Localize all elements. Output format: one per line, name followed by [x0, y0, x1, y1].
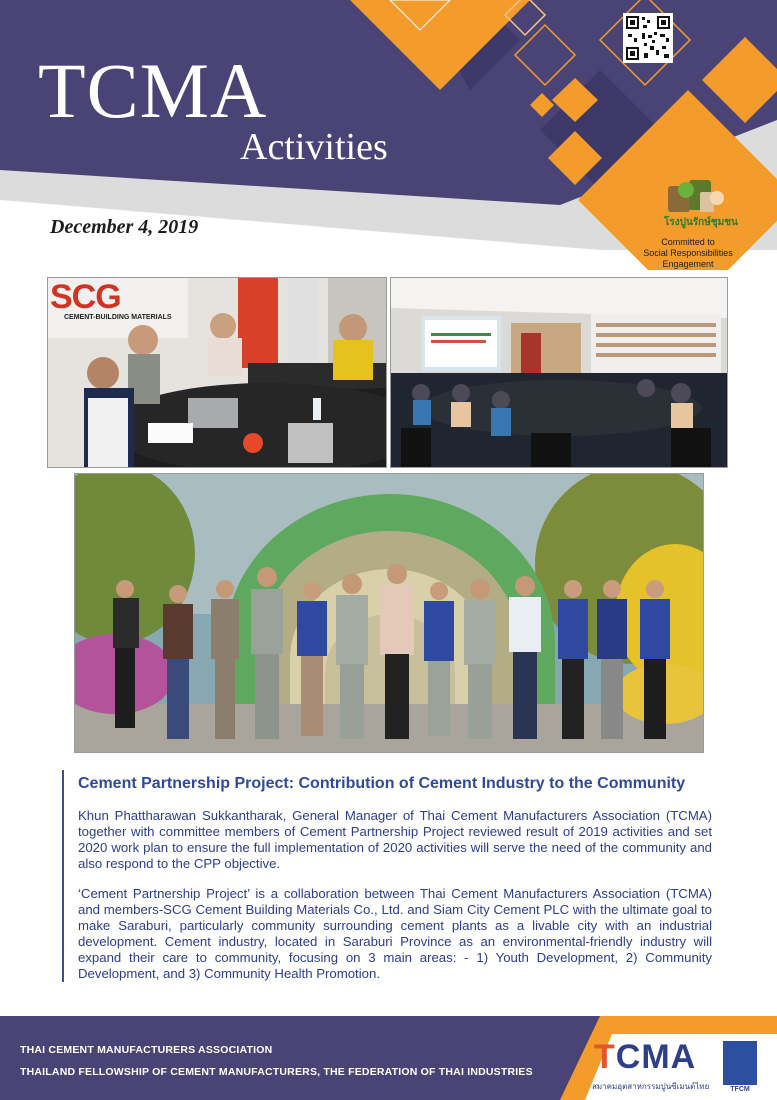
footer-federation-name: THAILAND FELLOWSHIP OF CEMENT MANUFACTURERS, THE FEDERATION OF THAI INDUSTRIES: [20, 1066, 533, 1078]
article-paragraph-1: Khun Phattharawan Sukkantharak, General Manager of Thai Cement Manufacturers Association (TCMA) together with committee members of Cement Partnership Project reviewed result of 2019 activities and set 2020 work plan to ensure the full implementation of 2020 activities will serve the need of the community and also respond to the CPP objective.: [78, 808, 712, 871]
page-title: TCMA: [38, 47, 268, 134]
tfcm-emblem-icon: [722, 1040, 758, 1086]
csr-badge-caption: [632, 237, 744, 270]
tcma-logo: [594, 1040, 696, 1074]
badge-line-1: Committed to: [661, 237, 715, 247]
scg-sign: SCG: [50, 278, 121, 316]
photo-meeting-room-2: [390, 277, 728, 468]
tcma-logo-t: T: [594, 1038, 616, 1076]
page-header: [0, 0, 777, 270]
photo-meeting-room-1: [47, 277, 387, 468]
footer-association-name: THAI CEMENT MANUFACTURERS ASSOCIATION: [20, 1044, 273, 1056]
issue-date: December 4, 2019: [50, 216, 199, 238]
article-headline: Cement Partnership Project: Contribution of Cement Industry to the Community: [78, 775, 686, 792]
page-footer: [0, 1016, 777, 1100]
scg-sign-sub: CEMENT-BUILDING MATERIALS: [64, 314, 172, 321]
tfcm-label: TFCM: [730, 1086, 750, 1093]
badge-line-3: Engagement: [662, 259, 714, 269]
tcma-logo-thai: สมาคมอุตสาหกรรมปูนซีเมนต์ไทย: [592, 1082, 710, 1091]
badge-logo-text: โรงปูนรักษ์ชุมชน: [664, 217, 738, 228]
tcma-logo-rest: CMA: [615, 1038, 697, 1076]
article-paragraph-2: ‘Cement Partnership Project’ is a collaboration between Thai Cement Manufacturers Association (TCMA) and members-SCG Cement Building Materials Co., Ltd. and Siam City Cement PLC with the ultimate goal to make Saraburi, particularly community surrounding cement plants as a livable city with an industrial development. Cement industry, located in Saraburi Province as an environmental-friendly industry will expand their care to community, focusing on 3 main areas: - 1) Youth Development, 2) Community Development, and 3) Community Health Promotion.: [78, 886, 712, 981]
article: [62, 770, 712, 982]
photo-group: [74, 473, 704, 753]
page-subtitle: Activities: [240, 126, 388, 168]
badge-line-2: Social Responsibilities: [643, 248, 733, 258]
